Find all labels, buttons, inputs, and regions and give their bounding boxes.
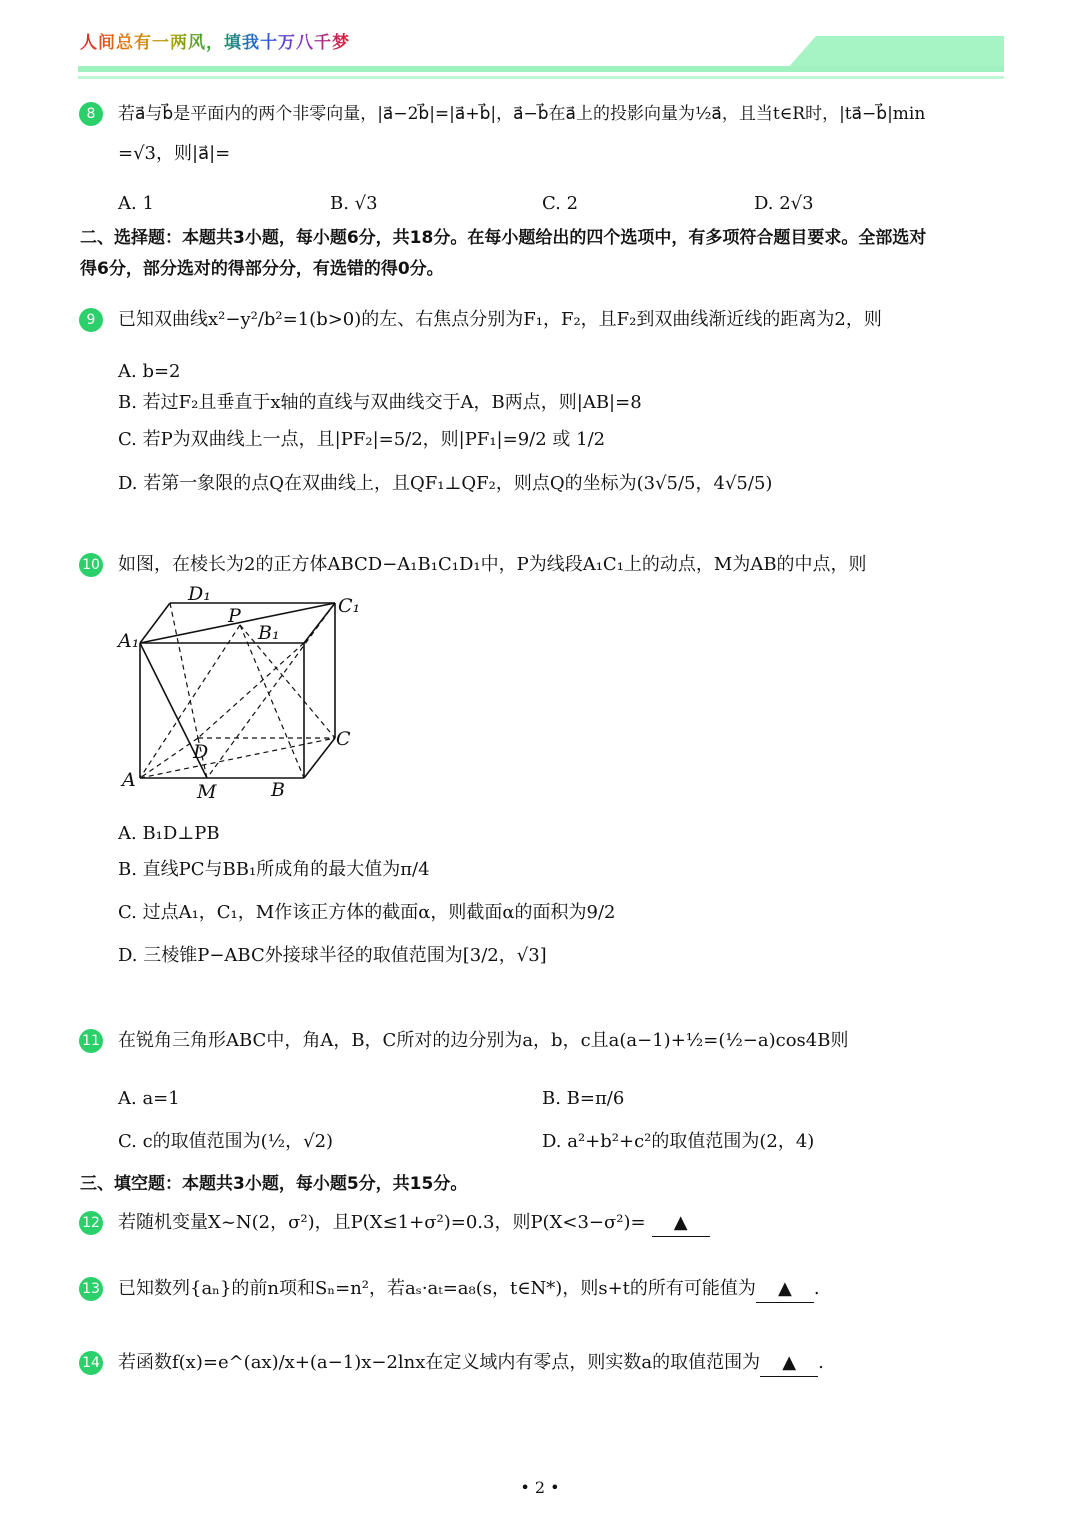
q11-stem: 在锐角三角形ABC中，角A，B，C所对的边分别为a，b，c且a(a−1)+½=(½−a)cos4B则 <box>118 1030 849 1051</box>
q13-stem: 已知数列{aₙ}的前n项和Sₙ=n²，若aₛ·aₜ=a₈(s，t∈N*)，则s+t的所有可能值为 <box>118 1278 756 1299</box>
q10-option-b: B. 直线PC与BB₁所成角的最大值为π/4 <box>118 859 430 880</box>
q8-option-a: A. 1 <box>118 193 154 214</box>
q11-option-b: B. B=π/6 <box>542 1088 625 1109</box>
label-a: A <box>122 769 136 791</box>
header-line <box>78 76 1004 79</box>
label-m: M <box>197 781 217 803</box>
question-number-9: 9 <box>79 308 103 332</box>
section2-heading-line1: 二、选择题：本题共3小题，每小题6分，共18分。在每小题给出的四个选项中，有多项符合题目要求。全部选对 <box>80 228 927 248</box>
q14-answer-blank[interactable]: ▲ <box>760 1350 818 1377</box>
label-a1: A₁ <box>118 630 140 652</box>
q12-answer-blank[interactable]: ▲ <box>652 1210 710 1237</box>
cube-figure <box>110 585 370 805</box>
header-slogan: 人间总有一两风，填我十万八千梦 <box>80 33 350 53</box>
q8-stem-line1: 若a⃗与b⃗是平面内的两个非零向量，|a⃗−2b⃗|=|a⃗+b⃗|，a⃗−b⃗在a⃗上的投影向量为½a⃗，且当t∈R时，|ta⃗−b⃗|min <box>118 104 926 124</box>
q10-option-d: D. 三棱锥P−ABC外接球半径的取值范围为[3/2，√3] <box>118 945 547 966</box>
question-number-12: 12 <box>79 1211 103 1235</box>
q11-option-a: A. a=1 <box>118 1088 180 1109</box>
q14-stem: 若函数f(x)=e^(ax)/x+(a−1)x−2lnx在定义域内有零点，则实数a的取值范围为 <box>118 1352 761 1373</box>
question-number-8: 8 <box>79 102 103 126</box>
section3-heading: 三、填空题：本题共3小题，每小题5分，共15分。 <box>80 1174 468 1194</box>
question-number-14: 14 <box>79 1351 103 1375</box>
label-c: C <box>336 728 351 750</box>
label-p: P <box>228 605 241 627</box>
label-b1: B₁ <box>258 622 280 644</box>
question-number-10: 10 <box>79 553 103 577</box>
q10-option-c: C. 过点A₁，C₁，M作该正方体的截面α，则截面α的面积为9/2 <box>118 902 616 923</box>
q14-period: . <box>818 1352 824 1373</box>
q14-stem-row <box>118 1350 824 1377</box>
page-number: • 2 • <box>520 1478 560 1497</box>
label-b: B <box>271 779 285 801</box>
q9-option-a: A. b=2 <box>118 361 181 382</box>
q13-period: . <box>813 1278 820 1299</box>
q9-stem: 已知双曲线x²−y²/b²=1(b>0)的左、右焦点分别为F₁，F₂，且F₂到双曲线渐近线的距离为2，则 <box>118 309 882 330</box>
q11-option-d: D. a²+b²+c²的取值范围为(2，4) <box>542 1131 815 1152</box>
q13-answer-blank[interactable]: ▲ <box>756 1276 814 1303</box>
q10-stem: 如图，在棱长为2的正方体ABCD−A₁B₁C₁D₁中，P为线段A₁C₁上的动点，M为AB的中点，则 <box>118 554 867 575</box>
segment-p-c <box>240 625 335 738</box>
q12-stem-row <box>118 1210 710 1237</box>
edge-d1-d <box>170 603 198 738</box>
q9-option-c: C. 若P为双曲线上一点，且|PF₂|=5/2，则|PF₁|=9/2 或 1/2 <box>118 429 606 450</box>
diag-b1-d <box>198 643 304 738</box>
header-tab-decoration <box>786 36 1004 70</box>
q10-option-a: A. B₁D⊥PB <box>118 823 220 844</box>
cube-hidden-edges <box>140 603 335 778</box>
q13-stem-row <box>118 1276 820 1303</box>
q9-option-b: B. 若过F₂且垂直于x轴的直线与双曲线交于A，B两点，则|AB|=8 <box>118 392 642 413</box>
q8-option-c: C. 2 <box>542 193 579 214</box>
label-d1: D₁ <box>188 585 211 605</box>
q8-option-b: B. √3 <box>330 193 378 214</box>
diag-a-c <box>140 738 335 778</box>
question-number-11: 11 <box>79 1029 103 1053</box>
label-d: D <box>193 741 209 763</box>
q11-option-c: C. c的取值范围为(½，√2) <box>118 1131 334 1152</box>
label-c1: C₁ <box>338 595 361 617</box>
q12-stem: 若随机变量X~N(2，σ²)，且P(X≤1+σ²)=0.3，则P(X<3−σ²)= <box>118 1212 646 1233</box>
q9-option-d: D. 若第一象限的点Q在双曲线上，且QF₁⊥QF₂，则点Q的坐标为(3√5/5，4√5/5) <box>118 473 773 494</box>
question-number-13: 13 <box>79 1277 103 1301</box>
section2-heading-line2: 得6分，部分选对的得部分分，有选错的得0分。 <box>80 259 444 279</box>
segment-p-a <box>140 625 240 778</box>
q8-stem-line2: =√3，则|a⃗|= <box>118 143 231 164</box>
header-bar <box>78 66 1004 72</box>
q8-option-d: D. 2√3 <box>754 193 814 214</box>
